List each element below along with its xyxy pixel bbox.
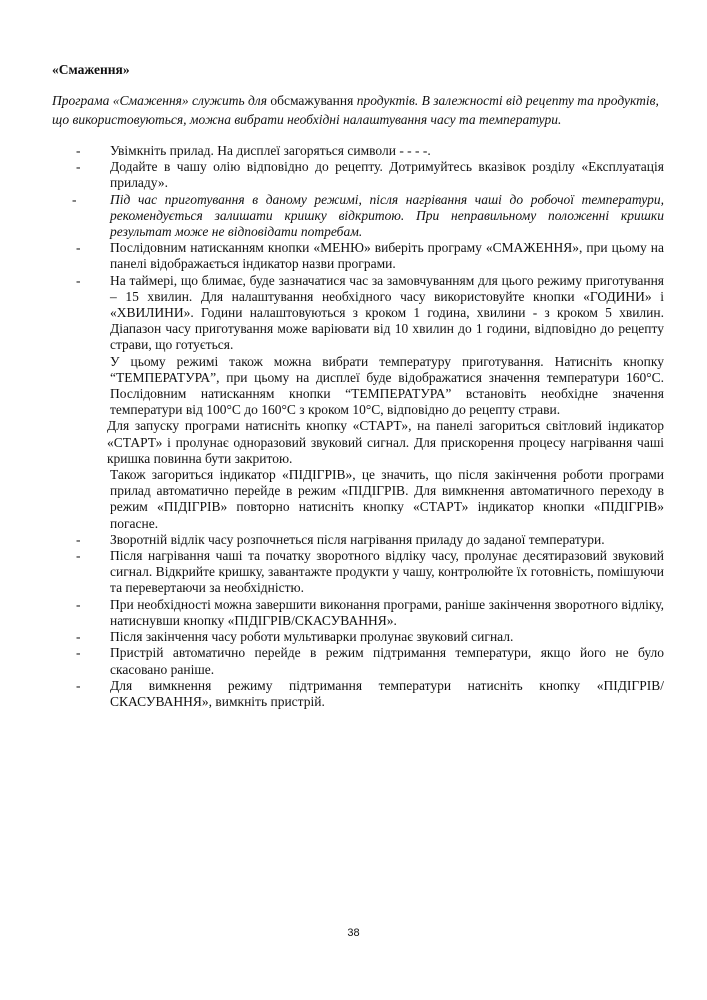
intro-paragraph xyxy=(52,91,664,129)
list-item-text: Пристрій автоматично перейде в режим підтримання температури, якщо його не було скасовано раніше. xyxy=(110,645,664,677)
list-item xyxy=(52,629,664,645)
list-item xyxy=(52,143,664,159)
section-title: «Смаження» xyxy=(52,62,130,77)
page-number: 38 xyxy=(347,927,360,939)
list-item xyxy=(52,532,664,548)
list-item xyxy=(52,159,664,191)
list-item xyxy=(52,273,664,354)
list-dash: - xyxy=(76,531,81,547)
list-dash: - xyxy=(76,159,81,175)
intro-part-3: продуктів. В залежності від рецепту та продуктів, що використовуються, можна вибрати необхідні налаштування часу та температури. xyxy=(52,93,659,127)
list-item xyxy=(52,597,664,629)
list-dash: - xyxy=(72,191,77,207)
list-item-text: Послідовним натисканням кнопки «МЕНЮ» виберіть програму «СМАЖЕННЯ», при цьому на панелі відображається індикатор назви програми. xyxy=(110,240,664,272)
list-item xyxy=(52,548,664,597)
list-dash: - xyxy=(76,629,81,645)
start-paragraph: Для запуску програми натисніть кнопку «СТАРТ», на панелі загориться світловий індикатор «СТАРТ» і пролунає одноразовий звуковий сигнал. Для прискорення процесу нагрівання чаші кришка повинна бути закритою. xyxy=(107,418,664,466)
list-item-text: Додайте в чашу олію відповідно до рецепту. Дотримуйтесь вказівок розділу «Експлуатація приладу». xyxy=(110,159,664,191)
list-item-text: Після закінчення часу роботи мультиварки пролунає звуковий сигнал. xyxy=(110,629,514,645)
keep-warm-paragraph: Також загориться індикатор «ПІДІГРІВ», це значить, що після закінчення роботи програми прилад автоматично перейде в режим «ПІДІГРІВ. Для вимкнення автоматичного переходу в режим «ПІДІГРІВ» повторно натисніть кнопку «СТАРТ» індикатор кнопки «ПІДІГРІВ» погасне. xyxy=(110,467,664,531)
list-dash: - xyxy=(76,548,81,564)
list-item-text: Для вимкнення режиму підтримання температури натисніть кнопку «ПІДІГРІВ/СКАСУВАННЯ», вимкніть пристрій. xyxy=(110,677,664,709)
list-item-text: При необхідності можна завершити виконання програми, раніше закінчення зворотного відліку, натиснувши кнопку «ПІДІГРІВ/СКАСУВАННЯ». xyxy=(110,596,664,628)
list-item-note xyxy=(52,192,664,241)
list-dash: - xyxy=(76,645,81,661)
list-dash: - xyxy=(76,677,81,693)
intro-part-2: обсмажування xyxy=(270,93,354,108)
list-item xyxy=(52,678,664,710)
instruction-list xyxy=(52,143,664,710)
list-dash: - xyxy=(76,272,81,288)
list-item-text: Під час приготування в даному режимі, після нагрівання чаші до робочої температури, рекомендується залишати кришку відкритою. При неправильному положенні кришки результат може не відповідати потребам. xyxy=(110,191,664,240)
list-dash: - xyxy=(76,240,81,256)
list-item xyxy=(52,240,664,272)
list-item-text: На таймері, що блимає, буде зазначатися час за замовчуванням для цього режиму приготування – 15 хвилин. Для налаштування необхідного часу використовуйте кнопки «ГОДИНИ» і «ХВИЛИНИ». Години налаштовуються з кроком 1 година, хвилини - з кроком 5 хвилин. Діапазон часу приготування може варіювати від 10 хвилин до 1 години, відповідно до рецепту страви, що готується. xyxy=(110,272,664,353)
list-item-text: Після нагрівання чаші та початку зворотного відліку часу, пролунає десятиразовий звуковий сигнал. Відкрийте кришку, завантажте продукти у чашу, контролюйте їх готовність, помішуючи та перевертаючи за необхідністю. xyxy=(110,548,664,596)
temperature-paragraph: У цьому режимі також можна вибрати температуру приготування. Натисніть кнопку “ТЕМПЕРАТУРА”, при цьому на дисплеї буде відображатися значення температури 160°С. Послідовним натисканням кнопки “ТЕМПЕРАТУРА” встановіть необхідне значення температури від 100°С до 160°С з кроком 10°С, відповідно до рецепту страви. xyxy=(110,353,664,418)
intro-part-1: Програма «Смаження» служить для xyxy=(52,93,271,108)
list-item xyxy=(52,645,664,677)
list-item-text: Зворотній відлік часу розпочнеться після нагрівання приладу до заданої температури. xyxy=(110,531,605,547)
list-dash: - xyxy=(76,596,81,612)
list-item-text: Увімкніть прилад. На дисплеї загоряться символи - - - -. xyxy=(110,143,431,158)
list-dash: - xyxy=(76,143,81,158)
